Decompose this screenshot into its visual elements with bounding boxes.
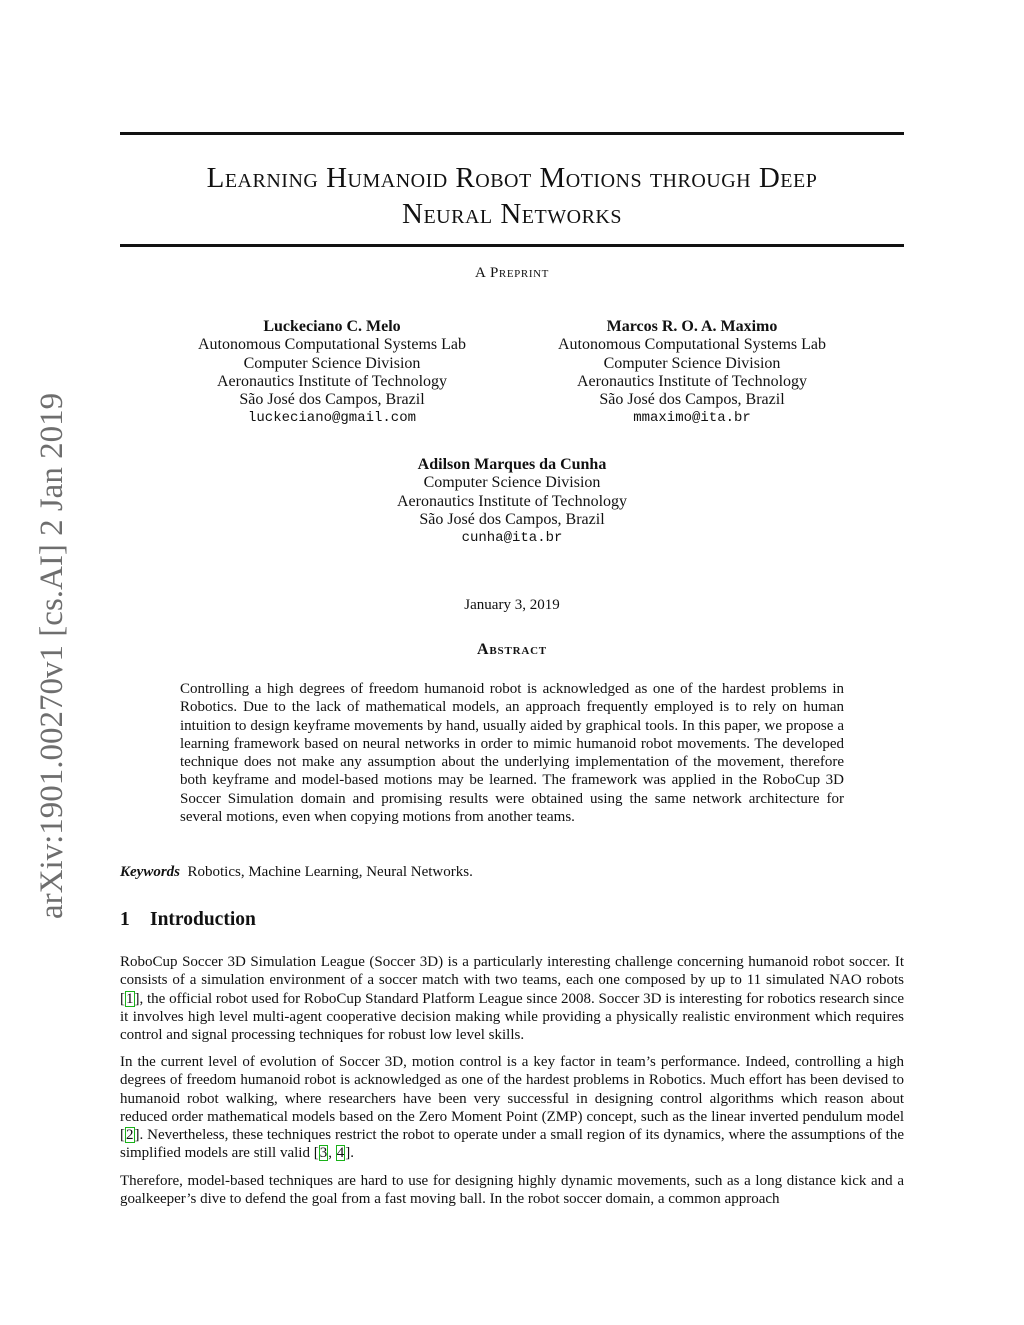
title-top-rule <box>120 132 904 135</box>
paragraph-text: ], the official robot used for RoboCup Standard Platform League since 2008. Soccer 3D is interesting for robotics research since it involves high level multi-agent cooperative decision making while providing a physically realistic environment which requires control and signal processing techniques for robust low level skills. <box>120 990 904 1044</box>
author-email[interactable]: cunha@ita.br <box>461 530 563 547</box>
author-email[interactable]: mmaximo@ita.br <box>633 410 751 427</box>
paragraph-text: ]. Nevertheless, these techniques restrict the robot to operate under a small region of its dynamics, where the assumptions of the simplified models are still valid [ <box>120 1127 904 1162</box>
section-number: 1 <box>120 909 130 930</box>
title-line-1: Learning Humanoid Robot Motions through Deep <box>206 162 818 194</box>
keywords-label: Keywords <box>120 864 180 880</box>
author-affiliation-line: São José dos Campos, Brazil <box>419 510 605 528</box>
paragraph-text: RoboCup Soccer 3D Simulation League (Soccer 3D) is a particularly interesting challenge concerning humanoid robot soccer. It consists of a simulation environment of a soccer match with two teams, each one composed by up to 11 simulated NAO robots [ <box>120 954 904 1007</box>
author-affiliation-line: Autonomous Computational Systems Lab <box>558 336 826 354</box>
paragraph-text: ]. <box>345 1145 354 1162</box>
arxiv-identifier-stamp: arXiv:1901.00270v1 [cs.AI] 2 Jan 2019 <box>34 392 70 920</box>
intro-paragraph-2 <box>120 1053 904 1163</box>
citation-separator: , <box>328 1145 336 1162</box>
keywords-text: Robotics, Machine Learning, Neural Networks. <box>187 864 473 880</box>
abstract-heading: Abstract <box>477 641 547 658</box>
title-bottom-rule <box>120 244 904 247</box>
section-title: Introduction <box>150 909 256 930</box>
citation-link[interactable]: 3 <box>319 1145 328 1162</box>
intro-paragraph-3: Therefore, model-based techniques are hard to use for designing highly dynamic movements, such as a long distance kick and a goalkeeper’s dive to defend the goal from a fast moving ball. In the robot soccer domain, a common approach <box>120 1173 904 1208</box>
author-affiliation-line: Computer Science Division <box>423 474 601 492</box>
intro-paragraph-1 <box>120 953 904 1044</box>
abstract-text: Controlling a high degrees of freedom humanoid robot is acknowledged as one of the hardest problems in Robotics. Due to the lack of mathematical models, an approach frequently employed is to rely on human intuition to design keyframe movements by hand, usually aided by graphical tools. In this paper, we propose a learning framework based on neural networks in order to mimic humanoid robot movements. The developed technique does not make any assumption about the underlying implementation of the movement, therefore both keyframe and model-based motions may be learned. The framework was applied in the RoboCup 3D Soccer Simulation domain and promising results were obtained using the same network architecture for several motions, even when copying motions from another teams. <box>180 681 844 826</box>
author-block-1 <box>152 318 512 428</box>
author-affiliation-line: Autonomous Computational Systems Lab <box>198 336 466 354</box>
author-name: Adilson Marques da Cunha <box>417 456 607 473</box>
preprint-label: A Preprint <box>475 265 549 281</box>
author-block-2 <box>512 318 872 428</box>
author-affiliation-line: Computer Science Division <box>603 354 781 372</box>
keywords-line <box>120 864 904 881</box>
author-affiliation-line: Computer Science Division <box>243 354 421 372</box>
citation-link[interactable]: 2 <box>126 1127 134 1144</box>
title-line-2: Neural Networks <box>402 198 622 230</box>
author-affiliation-line: Aeronautics Institute of Technology <box>576 372 808 390</box>
author-block-3 <box>332 456 692 547</box>
paragraph-text: In the current level of evolution of Soccer 3D, motion control is a key factor in team’s performance. Indeed, controlling a high degrees of freedom humanoid robot is acknowledged as one of the hardest problems in Robotics. Much effort has been devised to humanoid robot walking, where researchers have been very successful in designing control algorithms which reason about reduced order mathematical models based on the Zero Moment Point (ZMP) concept, such as the linear inverted pendulum model [ <box>120 1054 904 1144</box>
author-name: Luckeciano C. Melo <box>263 318 401 335</box>
author-affiliation-line: São José dos Campos, Brazil <box>599 391 785 409</box>
author-email[interactable]: luckeciano@gmail.com <box>247 410 417 427</box>
author-affiliation-line: Aeronautics Institute of Technology <box>216 372 448 390</box>
citation-link[interactable]: 4 <box>336 1145 345 1162</box>
section-heading-introduction <box>120 909 904 931</box>
citation-link[interactable]: 1 <box>126 990 134 1007</box>
author-affiliation-line: Aeronautics Institute of Technology <box>396 492 628 510</box>
paper-title <box>120 160 904 232</box>
author-name: Marcos R. O. A. Maximo <box>606 318 778 335</box>
publication-date: January 3, 2019 <box>464 597 560 613</box>
author-affiliation-line: São José dos Campos, Brazil <box>239 391 425 409</box>
